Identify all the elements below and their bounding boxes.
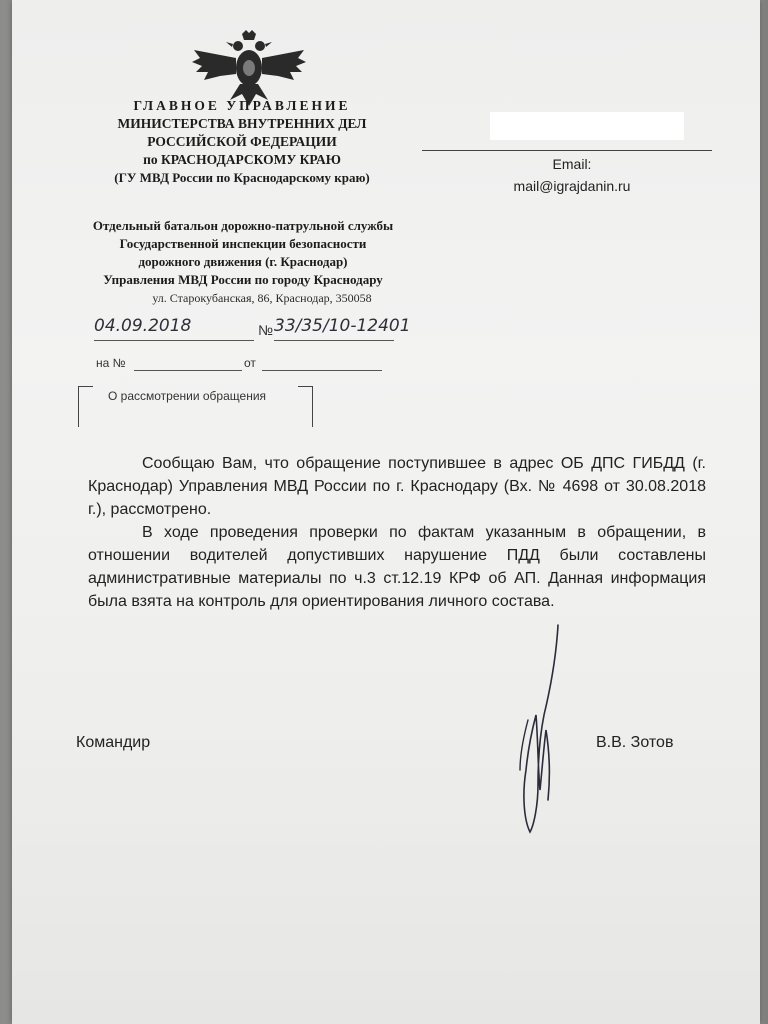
handwritten-signature <box>498 620 578 840</box>
header-line-4: по КРАСНОДАРСКОМУ КРАЮ <box>143 152 341 167</box>
signatory-title: Командир <box>76 734 151 751</box>
subject-line: О рассмотрении обращения <box>108 389 267 403</box>
subject-bracket-left <box>78 386 93 427</box>
date-underline <box>94 340 254 341</box>
letter-body <box>88 452 706 613</box>
reply-number-underline <box>134 370 242 371</box>
signatory-name: В.В. Зотов <box>596 734 674 751</box>
email-address: mail@igrajdanin.ru <box>513 178 631 194</box>
number-underline <box>274 340 394 341</box>
subject-bracket-right <box>298 386 313 427</box>
header-line-2: МИНИСТЕРСТВА ВНУТРЕННИХ ДЕЛ <box>117 116 367 131</box>
unit-line-1: Отдельный батальон дорожно-патрульной службы <box>92 218 394 233</box>
handwritten-date: 04.09.2018 <box>94 316 192 336</box>
body-paragraph-2: В ходе проведения проверки по фактам указанным в обращении, в отношении водителей допустивших нарушение ПДД были составлены административные материалы по ч.3 ст.12.19 КРФ об АП. Данная информация была взята на контроль для ориентирования личного состава. <box>88 524 706 610</box>
header-line-5: (ГУ МВД России по Краснодарскому краю) <box>114 170 370 185</box>
double-headed-eagle-emblem <box>190 28 308 108</box>
reply-date-label: от <box>244 356 256 370</box>
body-paragraph-1: Сообщаю Вам, что обращение поступившее в адрес ОБ ДПС ГИБДД (г. Краснодар) Управления МВД России по г. Краснодару (Вх. № 4698 от 30.08.2018 г.), рассмотрено. <box>88 455 706 518</box>
number-prefix: № <box>258 322 274 338</box>
handwritten-number: 33/35/10-12401 <box>274 316 411 336</box>
document-sheet <box>12 0 760 1024</box>
redacted-recipient-name <box>490 112 684 140</box>
reply-number-label: на № <box>96 356 126 370</box>
unit-line-4: Управления МВД России по городу Краснодару <box>103 272 383 287</box>
email-label: Email: <box>552 156 592 172</box>
header-line-1: ГЛАВНОЕ УПРАВЛЕНИЕ <box>133 98 351 113</box>
header-line-3: РОССИЙСКОЙ ФЕДЕРАЦИИ <box>147 134 337 149</box>
unit-address: ул. Старокубанская, 86, Краснодар, 350058 <box>152 291 372 305</box>
recipient-underline <box>422 150 712 151</box>
unit-line-3: дорожного движения (г. Краснодар) <box>138 254 348 269</box>
unit-line-2: Государственной инспекции безопасности <box>119 236 367 251</box>
reply-date-underline <box>262 370 382 371</box>
